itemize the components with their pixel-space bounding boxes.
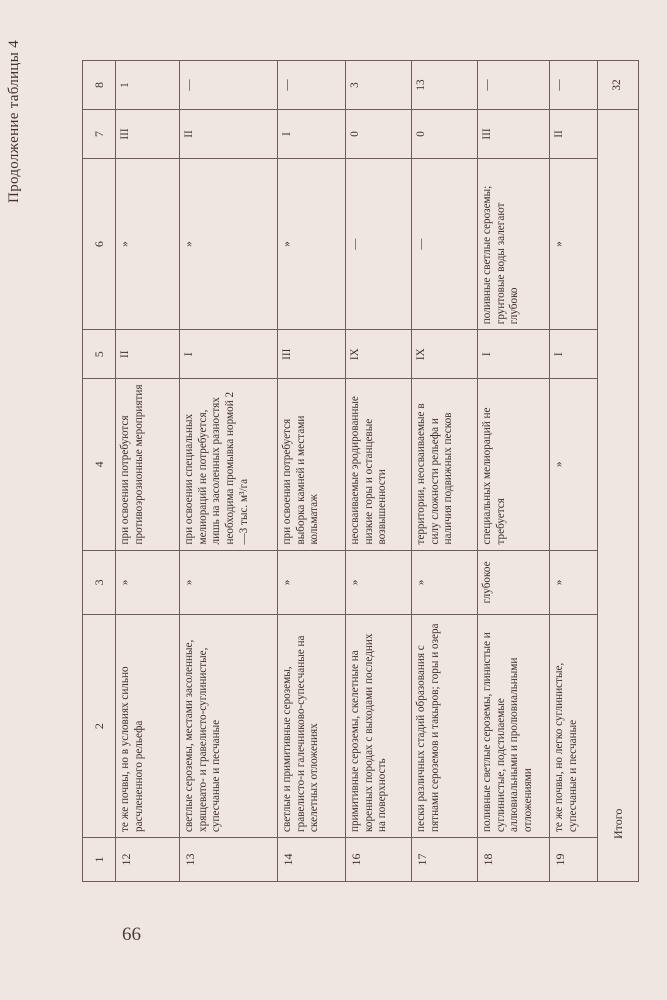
- column-8: 13: [412, 61, 478, 110]
- category: IX: [412, 330, 478, 379]
- header-row: [83, 61, 116, 882]
- soil-description: поливные светлые сероземы, глинистые и суглинистые, подстилаемые аллювиальными и пролювиальными отложениями: [478, 615, 550, 838]
- soil-description: светлые и примитивные сероземы, гравелисто-и галечниково-супесчаные на скелетных отложениях: [278, 615, 346, 838]
- total-value: 32: [598, 61, 639, 110]
- table-row: [478, 61, 550, 882]
- col-header: 6: [83, 158, 116, 329]
- column-8: —: [180, 61, 278, 110]
- col-header: 4: [83, 379, 116, 550]
- column-8: —: [278, 61, 346, 110]
- column-6: поливные светлые сероземы; грунтовые воды залегают глубоко: [478, 158, 550, 329]
- column-6: »: [116, 158, 180, 329]
- row-number: 18: [478, 837, 550, 881]
- row-number: 19: [550, 837, 598, 881]
- groundwater-depth: глубокое: [478, 550, 550, 615]
- total-row: [598, 61, 639, 882]
- column-6: »: [180, 158, 278, 329]
- row-number: 14: [278, 837, 346, 881]
- groundwater-depth: »: [550, 550, 598, 615]
- col-header: 5: [83, 330, 116, 379]
- column-8: 1: [116, 61, 180, 110]
- data-table: [82, 60, 639, 882]
- category: III: [278, 330, 346, 379]
- column-6: —: [346, 158, 412, 329]
- col-header: 2: [83, 615, 116, 838]
- reclamation-note: неосваиваемые эродированные низкие горы и останцевые возвышенности: [346, 379, 412, 550]
- column-6: —: [412, 158, 478, 329]
- col-header: 3: [83, 550, 116, 615]
- col-header: 8: [83, 61, 116, 110]
- table-row: [278, 61, 346, 882]
- page-number: 66: [122, 924, 141, 945]
- column-7: I: [278, 110, 346, 159]
- reclamation-note: при освоении потребуется выборка камней и местами кольматаж: [278, 379, 346, 550]
- soil-description: пески различных стадий образования с пятнами сероземов и такыров; горы и озера: [412, 615, 478, 838]
- category: IX: [346, 330, 412, 379]
- category: I: [478, 330, 550, 379]
- col-header: 1: [83, 837, 116, 881]
- column-6: »: [550, 158, 598, 329]
- column-8: —: [550, 61, 598, 110]
- table-row: [116, 61, 180, 882]
- groundwater-depth: »: [278, 550, 346, 615]
- table-row: [412, 61, 478, 882]
- column-8: 3: [346, 61, 412, 110]
- groundwater-depth: »: [180, 550, 278, 615]
- reclamation-note: при освоении потребуются противоэрозионные мероприятия: [116, 379, 180, 550]
- total-label: Итого: [598, 110, 639, 882]
- column-7: 0: [412, 110, 478, 159]
- category: I: [180, 330, 278, 379]
- column-7: II: [180, 110, 278, 159]
- soil-description: те же почвы, но легко суглинистые, супесчаные и песчаные: [550, 615, 598, 838]
- soil-description: светлые сероземы, местами засоленные, хрящевато- и гравелисто-суглинистые, супесчаные и песчаные: [180, 615, 278, 838]
- reclamation-note: территории, неосваиваемые в силу сложности рельефа и наличия подвижных песков: [412, 379, 478, 550]
- groundwater-depth: »: [346, 550, 412, 615]
- column-7: 0: [346, 110, 412, 159]
- groundwater-depth: »: [116, 550, 180, 615]
- soil-description: примитивные сероземы, скелетные на коренных породах с выходами последних на поверхность: [346, 615, 412, 838]
- column-6: »: [278, 158, 346, 329]
- col-header: 7: [83, 110, 116, 159]
- row-number: 17: [412, 837, 478, 881]
- column-8: —: [478, 61, 550, 110]
- table-row: [550, 61, 598, 882]
- category: I: [550, 330, 598, 379]
- groundwater-depth: »: [412, 550, 478, 615]
- column-7: II: [550, 110, 598, 159]
- table-row: [346, 61, 412, 882]
- soil-description: те же почвы, но в условиях сильно расчлененного рельефа: [116, 615, 180, 838]
- column-7: III: [478, 110, 550, 159]
- table-row: [180, 61, 278, 882]
- row-number: 12: [116, 837, 180, 881]
- table-caption: Продолжение таблицы 4: [6, 40, 22, 203]
- column-7: III: [116, 110, 180, 159]
- reclamation-note: при освоении специальных мелиораций не потребуется, лишь на засоленных разностях необходима промывка нормой 2—3 тыс. м³/га: [180, 379, 278, 550]
- row-number: 16: [346, 837, 412, 881]
- category: II: [116, 330, 180, 379]
- row-number: 13: [180, 837, 278, 881]
- reclamation-note: специальных мелиораций не требуется: [478, 379, 550, 550]
- reclamation-note: »: [550, 379, 598, 550]
